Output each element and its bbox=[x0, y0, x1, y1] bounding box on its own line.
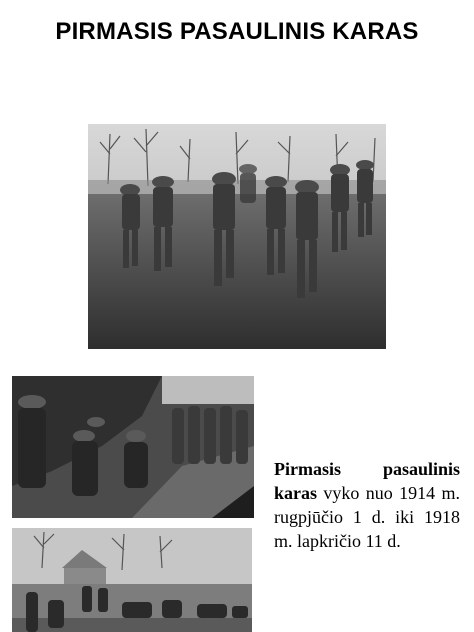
trench-soldiers-photo bbox=[12, 376, 254, 518]
caption-bold: Pirmasis pasaulinis karas bbox=[274, 459, 460, 503]
slide-title: PIRMASIS PASAULINIS KARAS bbox=[55, 18, 419, 45]
caption-text bbox=[274, 457, 460, 553]
field-soldiers-photo bbox=[12, 528, 252, 632]
caption-rest: vyko nuo 1914 m. rugpjūčio 1 d. iki 1918 m. lapkričio 11 d. bbox=[274, 483, 460, 551]
marching-soldiers-photo bbox=[88, 124, 386, 349]
